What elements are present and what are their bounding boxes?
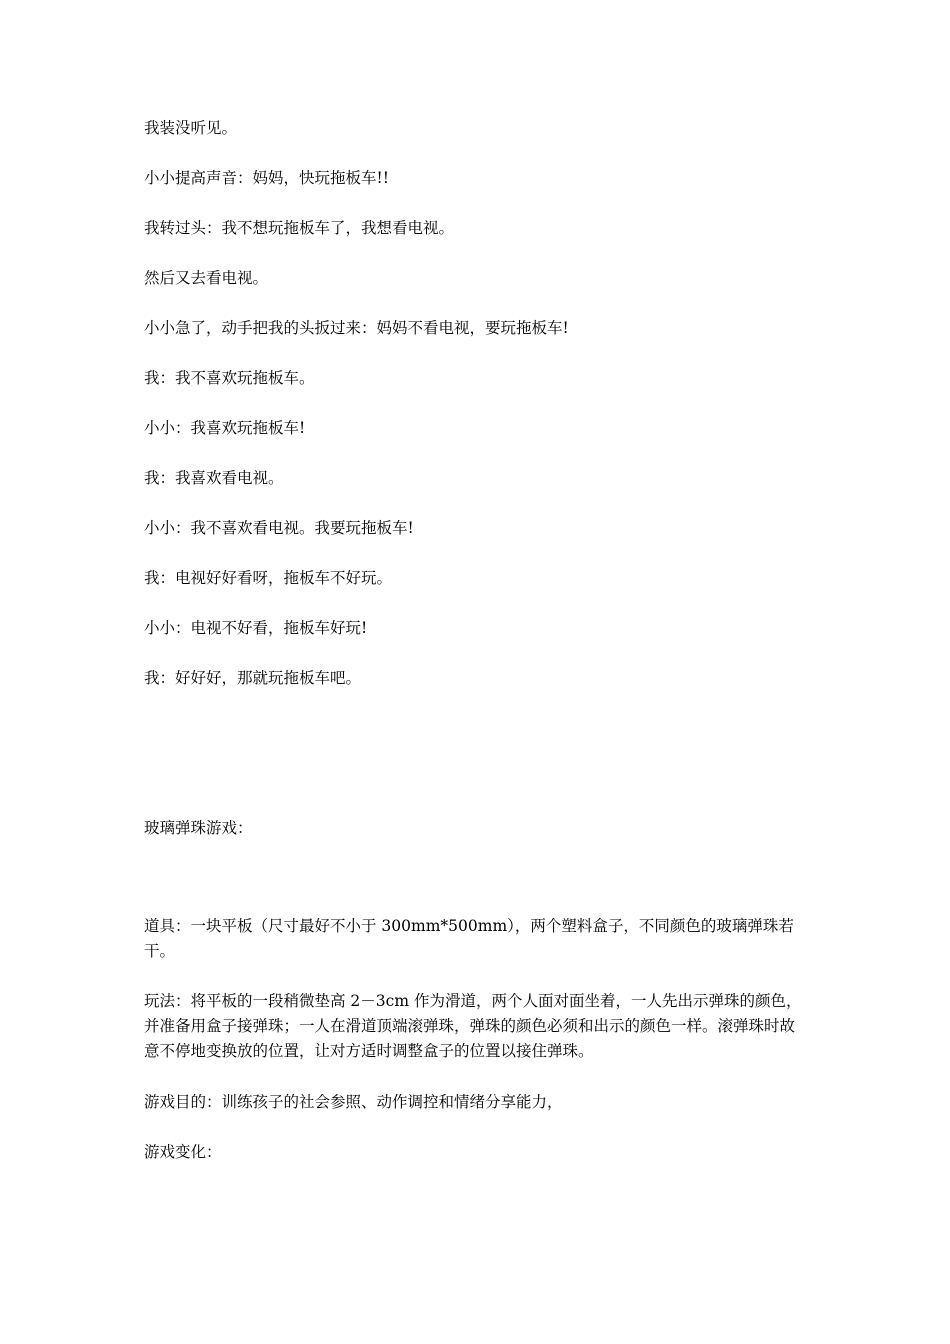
dialogue-line: 小小：我不喜欢看电视。我要玩拖板车! (144, 519, 414, 537)
dialogue-line: 我装没听见。 (144, 119, 238, 137)
purpose-paragraph: 游戏目的：训练孩子的社会参照、动作调控和情绪分享能力， (144, 1093, 563, 1111)
dialogue-line: 然后又去看电视。 (144, 269, 269, 287)
dialogue-line: 小小：我喜欢玩拖板车! (144, 419, 306, 437)
section-title: 玻璃弹珠游戏： (144, 819, 253, 837)
dialogue-line: 小小提高声音：妈妈，快玩拖板车!! (144, 169, 389, 187)
dialogue-line: 我：我不喜欢玩拖板车。 (144, 369, 315, 387)
dialogue-line: 我：好好好，那就玩拖板车吧。 (144, 669, 362, 687)
dialogue-line: 我转过头：我不想玩拖板车了，我想看电视。 (144, 219, 455, 237)
dialogue-line: 我：电视好好看呀，拖板车不好玩。 (144, 569, 393, 587)
dialogue-line: 我：我喜欢看电视。 (144, 469, 284, 487)
rules-paragraph: 玩法：将平板的一段稍微垫高 2－3cm 作为滑道，两个人面对面坐着，一人先出示弹珠的颜色，并准备用盒子接弹珠；一人在滑道顶端滚弹珠，弹珠的颜色必须和出示的颜色一样。滚弹珠时故意不停地变换放的位置，让对方适时调整盒子的位置以接住弹珠。 (144, 992, 802, 1060)
variation-paragraph: 游戏变化： (144, 1143, 222, 1161)
props-paragraph: 道具：一块平板（尺寸最好不小于 300mm*500mm），两个塑料盒子，不同颜色的玻璃弹珠若干。 (144, 917, 794, 960)
dialogue-line: 小小：电视不好看，拖板车好玩! (144, 619, 368, 637)
dialogue-line: 小小急了，动手把我的头扳过来：妈妈不看电视，要玩拖板车! (144, 319, 569, 337)
